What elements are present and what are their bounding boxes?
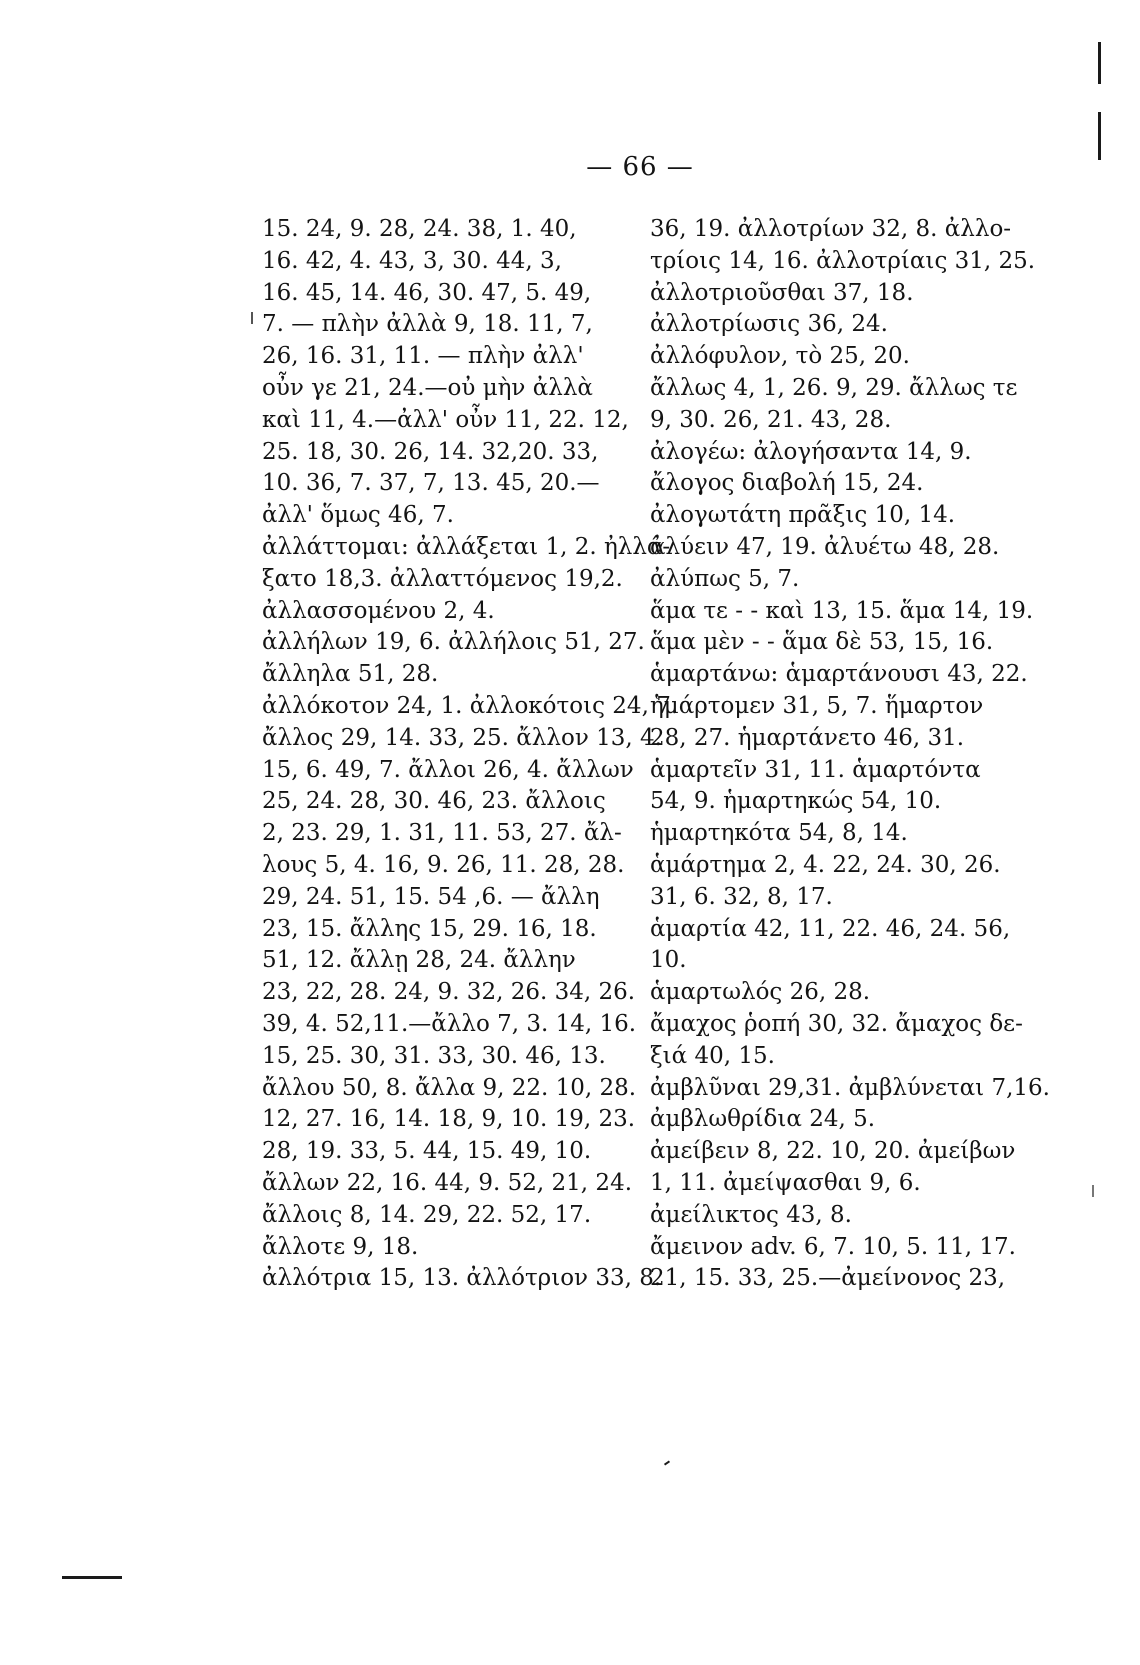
index-line: ἄλληλα 51, 28. (262, 661, 439, 688)
index-line: 51, 12. ἄλλῃ 28, 24. ἄλλην (262, 947, 576, 974)
index-line: 2, 23. 29, 1. 31, 11. 53, 27. ἄλ- (262, 820, 622, 847)
right-column (650, 214, 1050, 1295)
index-line: 15, 25. 30, 31. 33, 30. 46, 13. (262, 1042, 606, 1069)
index-line: ἄλλος 29, 14. 33, 25. ἄλλον 13, 4. (262, 724, 662, 751)
index-line: ἁμάρτημα 2, 4. 22, 24. 30, 26. (650, 851, 1001, 878)
index-line: 54, 9. ἡμαρτηκώς 54, 10. (650, 788, 942, 815)
index-line: 12, 27. 16, 14. 18, 9, 10. 19, 23. (262, 1106, 636, 1133)
index-line: ἀλλόκοτον 24, 1. ἀλλοκότοις 24, 7. (262, 692, 679, 719)
index-line: ἄλλοτε 9, 18. (262, 1233, 419, 1260)
bottom-dash-mark (62, 1576, 122, 1579)
index-line: 23, 22, 28. 24, 9. 32, 26. 34, 26. (262, 979, 636, 1006)
index-line: 25, 24. 28, 30. 46, 23. ἄλλοις (262, 788, 606, 815)
index-line: ἄλλως 4, 1, 26. 9, 29. ἄλλως τε (650, 374, 1018, 401)
index-line: 16. 42, 4. 43, 3, 30. 44, 3, (262, 247, 562, 274)
index-line: οὖν γε 21, 24.—οὐ μὴν ἀλλὰ (262, 374, 593, 401)
index-line: 39, 4. 52,11.—ἄλλο 7, 3. 14, 16. (262, 1010, 637, 1037)
index-line: ἀλλοτριοῦσθαι 37, 18. (650, 279, 914, 306)
index-line: ξιά 40, 15. (650, 1042, 775, 1069)
index-line: 28, 27. ἡμαρτάνετο 46, 31. (650, 724, 965, 751)
index-line: 7. — πλὴν ἀλλὰ 9, 18. 11, 7, (262, 311, 593, 338)
index-line: ἡμάρτομεν 31, 5, 7. ἥμαρτον (650, 692, 984, 719)
index-line: καὶ 11, 4.—ἀλλ' οὖν 11, 22. 12, (262, 406, 629, 433)
index-line: ἄλογος διαβολή 15, 24. (650, 470, 924, 497)
index-line: ἀμβλωθρίδια 24, 5. (650, 1106, 876, 1133)
index-line: 31, 6. 32, 8, 17. (650, 883, 833, 910)
index-line: ἀμείλικτος 43, 8. (650, 1201, 852, 1228)
index-line: 15, 6. 49, 7. ἄλλοι 26, 4. ἄλλων (262, 756, 634, 783)
index-line: ἀλογέω: ἀλογήσαντα 14, 9. (650, 438, 972, 465)
index-line: ξατο 18,3. ἀλλαττόμενος 19,2. (262, 565, 623, 592)
margin-tick-left (251, 312, 253, 324)
index-line: 1, 11. ἀμείψασθαι 9, 6. (650, 1169, 921, 1196)
index-line: 29, 24. 51, 15. 54 ,6. — ἄλλη (262, 883, 600, 910)
index-line: ἅμα μὲν - - ἅμα δὲ 53, 15, 16. (650, 629, 994, 656)
index-line: ἄμεινον adv. 6, 7. 10, 5. 11, 17. (650, 1233, 1016, 1260)
index-line: 25. 18, 30. 26, 14. 32,20. 33, (262, 438, 599, 465)
index-line: ἁμαρτεῖν 31, 11. ἁμαρτόντα (650, 756, 981, 783)
index-line: λους 5, 4. 16, 9. 26, 11. 28, 28. (262, 851, 625, 878)
index-line: ἀλλοτρίωσις 36, 24. (650, 311, 888, 338)
index-line: 36, 19. ἀλλοτρίων 32, 8. ἀλλο- (650, 216, 1012, 242)
stray-mark (664, 1460, 670, 1465)
scan-edge-mark-middle (1098, 112, 1101, 160)
index-line: ἁμαρτάνω: ἁμαρτάνουσι 43, 22. (650, 661, 1028, 688)
index-line: 23, 15. ἄλλης 15, 29. 16, 18. (262, 915, 597, 942)
index-line: ἀλλασσομένου 2, 4. (262, 597, 495, 624)
index-line: ἅμα τε - - καὶ 13, 15. ἅμα 14, 19. (650, 597, 1034, 624)
scan-edge-mark-top (1098, 42, 1101, 84)
index-line: 15. 24, 9. 28, 24. 38, 1. 40, (262, 216, 577, 242)
index-line: ἀλλότρια 15, 13. ἀλλότριον 33, 8. (262, 1265, 662, 1292)
index-line: ἡμαρτηκότα 54, 8, 14. (650, 820, 908, 847)
index-line: 16. 45, 14. 46, 30. 47, 5. 49, (262, 279, 592, 306)
index-line: 10. (650, 947, 687, 974)
index-line: 28, 19. 33, 5. 44, 15. 49, 10. (262, 1138, 592, 1165)
index-line: ἀλλήλων 19, 6. ἀλλήλοις 51, 27. (262, 629, 645, 656)
index-line: ἄλλου 50, 8. ἄλλα 9, 22. 10, 28. (262, 1074, 637, 1101)
index-line: ἄμαχος ῥοπή 30, 32. ἄμαχος δε- (650, 1010, 1023, 1037)
index-line: ἀμείβειν 8, 22. 10, 20. ἀμείβων (650, 1138, 1016, 1165)
page-number: — 66 — (586, 152, 694, 182)
index-line: ἀλλ' ὅμως 46, 7. (262, 502, 454, 529)
index-line: ἀλλόφυλον, τὸ 25, 20. (650, 343, 910, 370)
index-line: ἄλλων 22, 16. 44, 9. 52, 21, 24. (262, 1169, 633, 1196)
index-line: ἀλογωτάτη πρᾶξις 10, 14. (650, 502, 956, 529)
index-line: ἁμαρτωλός 26, 28. (650, 979, 871, 1006)
index-line: 10. 36, 7. 37, 7, 13. 45, 20.— (262, 470, 600, 497)
index-line: 21, 15. 33, 25.—ἀμείνονος 23, (650, 1265, 1006, 1292)
index-line: τρίοις 14, 16. ἀλλοτρίαις 31, 25. (650, 247, 1036, 274)
index-line: ἀμβλῦναι 29,31. ἀμβλύνεται 7,16. (650, 1074, 1050, 1101)
index-line: ἀλλάττομαι: ἀλλάξεται 1, 2. ἠλλά- (262, 533, 671, 560)
index-line: 26, 16. 31, 11. — πλὴν ἀλλ' (262, 343, 584, 370)
index-line: ἀλύειν 47, 19. ἀλυέτω 48, 28. (650, 533, 1000, 560)
left-column (262, 214, 679, 1295)
index-line: 9, 30. 26, 21. 43, 28. (650, 406, 892, 433)
margin-tick-right (1092, 1185, 1094, 1197)
index-line: ἁμαρτία 42, 11, 22. 46, 24. 56, (650, 915, 1011, 942)
index-line: ἄλλοις 8, 14. 29, 22. 52, 17. (262, 1201, 592, 1228)
index-line: ἀλύπως 5, 7. (650, 565, 800, 592)
